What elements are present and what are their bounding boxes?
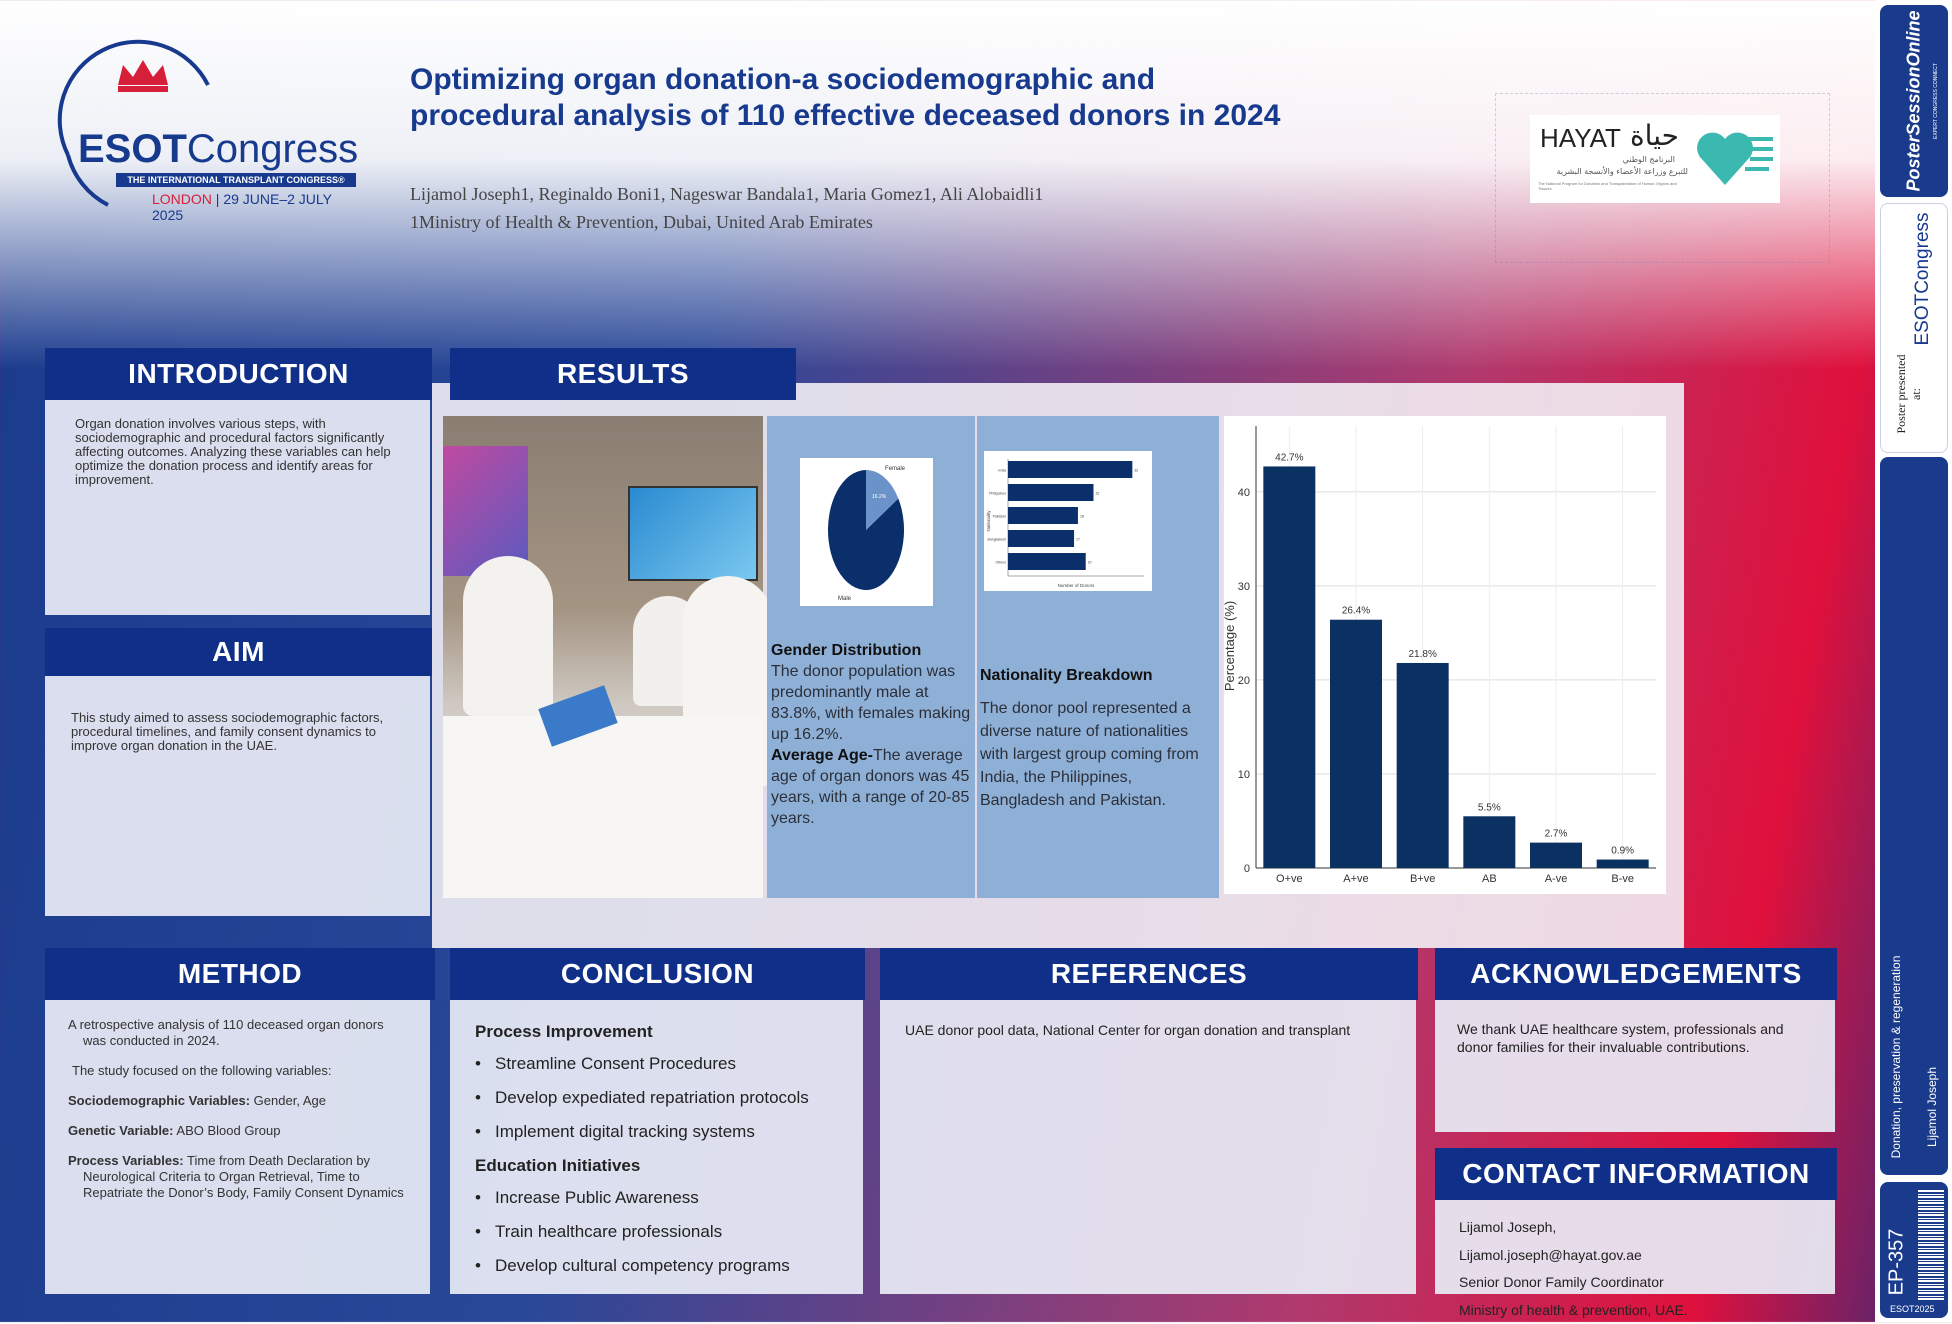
method-v3-label: Process Variables: <box>68 1153 184 1168</box>
meeting-photo <box>443 416 763 898</box>
nationality-heading: Nationality Breakdown <box>980 664 1218 687</box>
logo-word1: ESOT <box>78 127 187 171</box>
method-title: METHOD <box>45 948 435 1000</box>
hayat-name: HAYAT <box>1540 123 1621 154</box>
contact-name: Lijamol Joseph, <box>1459 1214 1829 1242</box>
blood-x-tick: AB <box>1482 873 1497 885</box>
blood-x-tick: A-ve <box>1545 873 1568 885</box>
hayat-english-sub: The National Program for Donation and Transplantation of Human Organs and Tissues <box>1538 181 1688 191</box>
nat-tick-label: Philippines <box>989 492 1006 496</box>
blood-data-label: 5.5% <box>1478 802 1501 813</box>
contact-email[interactable]: Lijamol.joseph@hayat.gov.ae <box>1459 1242 1829 1270</box>
blood-bar <box>1263 466 1315 868</box>
nat-bar <box>1008 461 1132 478</box>
logo-tagline: THE INTERNATIONAL TRANSPLANT CONGRESS® <box>116 173 356 187</box>
nat-value-label: 20 <box>1088 561 1092 565</box>
nationality-text: The donor pool represented a diverse nature of nationalities with largest group coming from India, the Philippines, Bangladesh and Pakistan. <box>980 697 1218 812</box>
references-text: UAE donor pool data, National Center for organ donation and transplant <box>905 1022 1405 1038</box>
nationality-column <box>977 416 1219 898</box>
results-title: RESULTS <box>450 348 796 400</box>
nat-tick-label: Pakistan <box>993 515 1006 519</box>
hayat-arabic-sub1: البرنامج الوطني <box>1550 155 1675 164</box>
blood-data-label: 21.8% <box>1408 649 1436 660</box>
affiliation: 1Ministry of Health & Prevention, Dubai, United Arab Emirates <box>410 208 1310 236</box>
nat-value-label: 32 <box>1134 469 1138 473</box>
brand-session: SessionOnline <box>1904 10 1924 135</box>
conclusion-item: • Train healthcare professionals <box>475 1222 855 1242</box>
age-text: The average age of organ donors was 45 years, with a range of 20-85 years. <box>771 747 969 827</box>
sidebar-author: Lijamol Joseph <box>1925 1067 1939 1147</box>
nat-bar <box>1008 507 1078 524</box>
nat-bar <box>1008 530 1074 547</box>
topic-label: Donation, preservation & regeneration <box>1889 956 1903 1159</box>
pie-label-female: Female <box>885 466 906 472</box>
references-panel <box>880 1000 1416 1294</box>
presented-badge <box>1880 203 1948 453</box>
contact-title: CONTACT INFORMATION <box>1435 1148 1837 1200</box>
ack-panel <box>1435 1000 1835 1132</box>
poster-session-badge <box>1880 5 1948 197</box>
nat-value-label: 17 <box>1076 538 1080 542</box>
method-v1-text: Gender, Age <box>250 1093 326 1108</box>
blood-chart-card <box>1224 416 1666 894</box>
blood-bar <box>1397 663 1449 868</box>
poster-code: EP-357 <box>1886 1229 1909 1296</box>
author-list: Lijamol Joseph1, Reginaldo Boni1, Nageswar Bandala1, Maria Gomez1, Ali Alobaidli1 <box>410 180 1310 208</box>
blood-bar <box>1330 620 1382 868</box>
method-v2-label: Genetic Variable: <box>68 1123 174 1138</box>
conclusion-item: • Streamline Consent Procedures <box>475 1054 855 1074</box>
hayat-logo <box>1530 115 1780 203</box>
nat-tick-label: Bangladesh <box>988 538 1007 542</box>
aim-text: This study aimed to assess sociodemographic factors, procedural timelines, and family consent dynamics to improve organ donation in the UAE. <box>71 711 401 753</box>
brand-sub: EXPERT CONGRESS CONNECT <box>1933 63 1939 139</box>
conclusion-item: • Develop cultural competency programs <box>475 1256 855 1276</box>
method-p2: The study focused on the following variables: <box>72 1063 408 1079</box>
gender-text: The donor population was predominantly male at 83.8%, with females making up 16.2%. <box>771 661 975 745</box>
nat-bar <box>1008 484 1093 501</box>
blood-data-label: 42.7% <box>1275 452 1303 463</box>
blood-x-tick: A+ve <box>1343 873 1368 885</box>
references-title: REFERENCES <box>880 948 1418 1000</box>
presented-label: Poster presented at: <box>1894 354 1924 434</box>
esot-code: ESOT2025 <box>1890 1304 1935 1314</box>
blood-x-tick: B-ve <box>1611 873 1634 885</box>
gender-column <box>767 416 975 898</box>
intro-panel <box>45 400 430 615</box>
blood-y-tick: 40 <box>1238 487 1250 499</box>
blood-y-tick: 0 <box>1244 863 1250 875</box>
pie-chart-card <box>800 458 933 606</box>
blood-y-tick: 20 <box>1238 675 1250 687</box>
gender-heading: Gender Distribution <box>771 640 975 661</box>
blood-x-tick: O+ve <box>1276 873 1303 885</box>
blood-bar <box>1597 860 1649 868</box>
age-heading: Average Age- <box>771 747 873 764</box>
crown-icon <box>118 60 168 92</box>
aim-title: AIM <box>45 628 432 676</box>
blood-bar <box>1530 843 1582 868</box>
nationality-bar-chart <box>984 451 1152 591</box>
contact-org: Ministry of health & prevention, UAE. <box>1459 1297 1829 1324</box>
nationality-chart-card <box>984 451 1152 591</box>
pie-pct-female: 16.2% <box>872 494 887 500</box>
method-p1: A retrospective analysis of 110 deceased organ donors was conducted in 2024. <box>68 1017 408 1049</box>
nat-tick-label: India <box>998 469 1006 473</box>
nat-y-label: Nationality <box>986 510 991 532</box>
screen-right <box>628 486 758 581</box>
nat-tick-label: Others <box>995 561 1006 565</box>
pie-label-male: Male <box>838 596 852 602</box>
nat-value-label: 18 <box>1080 515 1084 519</box>
aim-panel <box>45 676 430 916</box>
ack-title: ACKNOWLEDGEMENTS <box>1435 948 1837 1000</box>
brand-poster: Poster <box>1904 136 1924 192</box>
conclusion-panel <box>450 1000 863 1294</box>
method-v2-text: ABO Blood Group <box>174 1123 281 1138</box>
blood-bar <box>1463 816 1515 868</box>
blood-data-label: 0.9% <box>1611 846 1634 857</box>
nat-x-label: Number of Donors <box>1058 583 1096 588</box>
intro-text: Organ donation involves various steps, with sociodemographic and procedural factors significantly affecting outcomes. Analyzing these variables can help optimize the donation process and identify areas for improvement. <box>75 417 405 487</box>
esot-small-logo: ESOTCongress <box>1912 212 1934 345</box>
gender-pie-chart <box>800 458 933 606</box>
conclusion-h2: Education Initiatives <box>475 1156 855 1176</box>
hayat-arabic-sub2: للتبرع وزراعة الأعضاء والأنسجة البشرية <box>1538 167 1688 176</box>
logo-city: LONDON <box>152 191 212 207</box>
blood-y-tick: 10 <box>1238 769 1250 781</box>
poster-title: Optimizing organ donation-a sociodemographic and procedural analysis of 110 effective deceased donors in 2024 <box>410 62 1310 134</box>
nat-bar <box>1008 553 1086 570</box>
code-badge <box>1880 1182 1948 1318</box>
hayat-arabic: حياة <box>1630 119 1679 152</box>
conclusion-h1: Process Improvement <box>475 1022 855 1042</box>
esot-logo: ESOTCongress THE INTERNATIONAL TRANSPLANT CONGRESS® LONDON | 29 JUNE–2 JULY 2025 <box>48 55 358 215</box>
contact-role: Senior Donor Family Coordinator <box>1459 1269 1829 1297</box>
method-v3-text: Time from Death Declaration by Neurological Criteria to Organ Retrieval, Time to Repatriate the Donor’s Body, Family Consent Dynamics <box>83 1153 404 1200</box>
conclusion-item: • Develop expediated repatriation protocols <box>475 1088 855 1108</box>
logo-dates: 29 JUNE–2 JULY 2025 <box>152 191 332 223</box>
logo-word2: Congress <box>187 127 358 171</box>
table-foreground <box>443 716 763 898</box>
heart-icon <box>1695 125 1775 191</box>
person-1 <box>463 556 553 716</box>
nat-value-label: 22 <box>1095 492 1099 496</box>
blood-x-tick: B+ve <box>1410 873 1435 885</box>
contact-panel <box>1435 1200 1835 1294</box>
blood-group-bar-chart <box>1224 416 1666 894</box>
conclusion-item: • Increase Public Awareness <box>475 1188 855 1208</box>
method-panel <box>45 1000 430 1294</box>
blood-y-label: Percentage (%) <box>1222 601 1237 691</box>
method-v1-label: Sociodemographic Variables: <box>68 1093 250 1108</box>
intro-title: INTRODUCTION <box>45 348 432 400</box>
blood-y-tick: 30 <box>1238 581 1250 593</box>
ack-text: We thank UAE healthcare system, professionals and donor families for their invaluable contributions. <box>1457 1020 1822 1056</box>
conclusion-title: CONCLUSION <box>450 948 865 1000</box>
blood-data-label: 2.7% <box>1545 829 1568 840</box>
conclusion-item: • Implement digital tracking systems <box>475 1122 855 1142</box>
barcode <box>1918 1190 1944 1300</box>
blood-data-label: 26.4% <box>1342 606 1370 617</box>
topic-badge <box>1880 457 1948 1175</box>
